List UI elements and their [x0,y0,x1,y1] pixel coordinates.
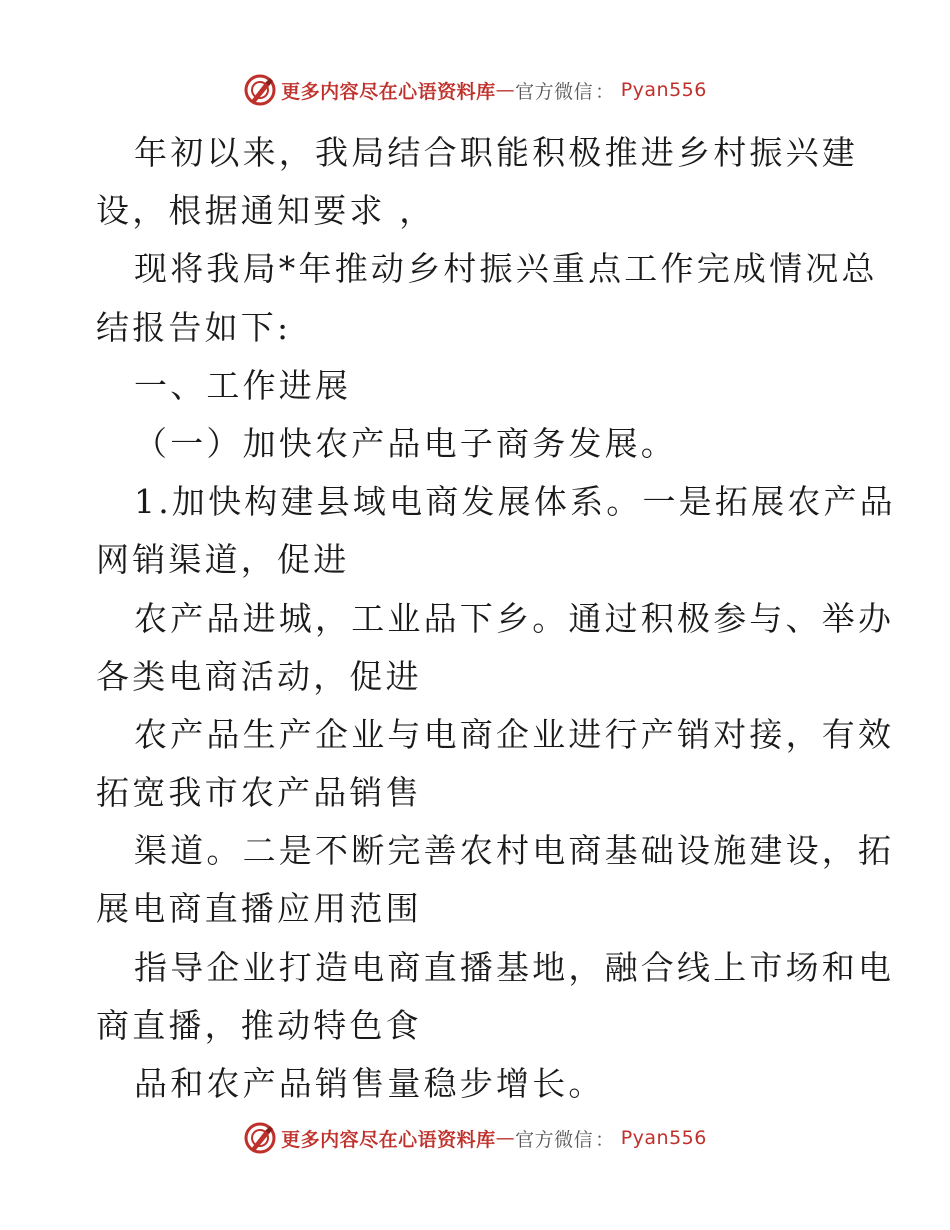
footer-watermark [0,1118,950,1158]
watermark-colon: ： [595,1128,615,1151]
header-watermark [0,70,950,110]
paragraph-line: 设，根据通知要求 ， [96,191,436,231]
watermark-title: 更多内容尽在心语资料库 [281,80,496,103]
paragraph-line: 现将我局*年推动乡村振兴重点工作完成情况总 [134,249,878,289]
paragraph-line: 网销渠道，促进 [96,540,350,580]
watermark-separator: — [495,1127,516,1149]
watermark-title: 更多内容尽在心语资料库 [281,1128,496,1151]
paragraph-line: 商直播，推动特色食 [96,1005,422,1045]
paragraph-line: 指导企业打造电商直播基地，融合线上市场和电 [134,947,895,987]
subsection-heading: （一）加快农产品电子商务发展。 [134,423,677,463]
paragraph-line: 结报告如下: [96,307,292,347]
paragraph-line: 各类电商活动，促进 [96,656,422,696]
paragraph-line: 拓宽我市农产品销售 [96,773,422,813]
pen-logo-icon [243,1121,277,1155]
paragraph-line: 渠道。二是不断完善农村电商基础设施建设，拓 [134,831,895,871]
watermark-separator: — [495,79,516,101]
watermark-colon: ： [595,80,615,103]
pen-logo-icon [243,73,277,107]
paragraph-line: 1.加快构建县域电商发展体系。一是拓展农产品 [134,482,896,522]
paragraph-line: 年初以来，我局结合职能积极推进乡村振兴建 [134,133,858,172]
watermark-wechat-label: 官方微信 [515,1128,594,1151]
watermark-wechat-label: 官方微信 [515,80,594,103]
watermark-wechat-id: Pyan556 [620,1127,707,1149]
paragraph-line: 品和农产品销售量稳步增长。 [134,1064,605,1103]
paragraph-line: 农产品生产企业与电商企业进行产销对接，有效 [134,714,895,754]
paragraph-line: 农产品进城，工业品下乡。通过积极参与、举办 [134,598,895,638]
watermark-wechat-id: Pyan556 [620,79,707,101]
section-heading: 一、工作进展 [134,365,352,405]
document-body [96,124,896,1113]
paragraph-line: 展电商直播应用范围 [96,889,422,929]
